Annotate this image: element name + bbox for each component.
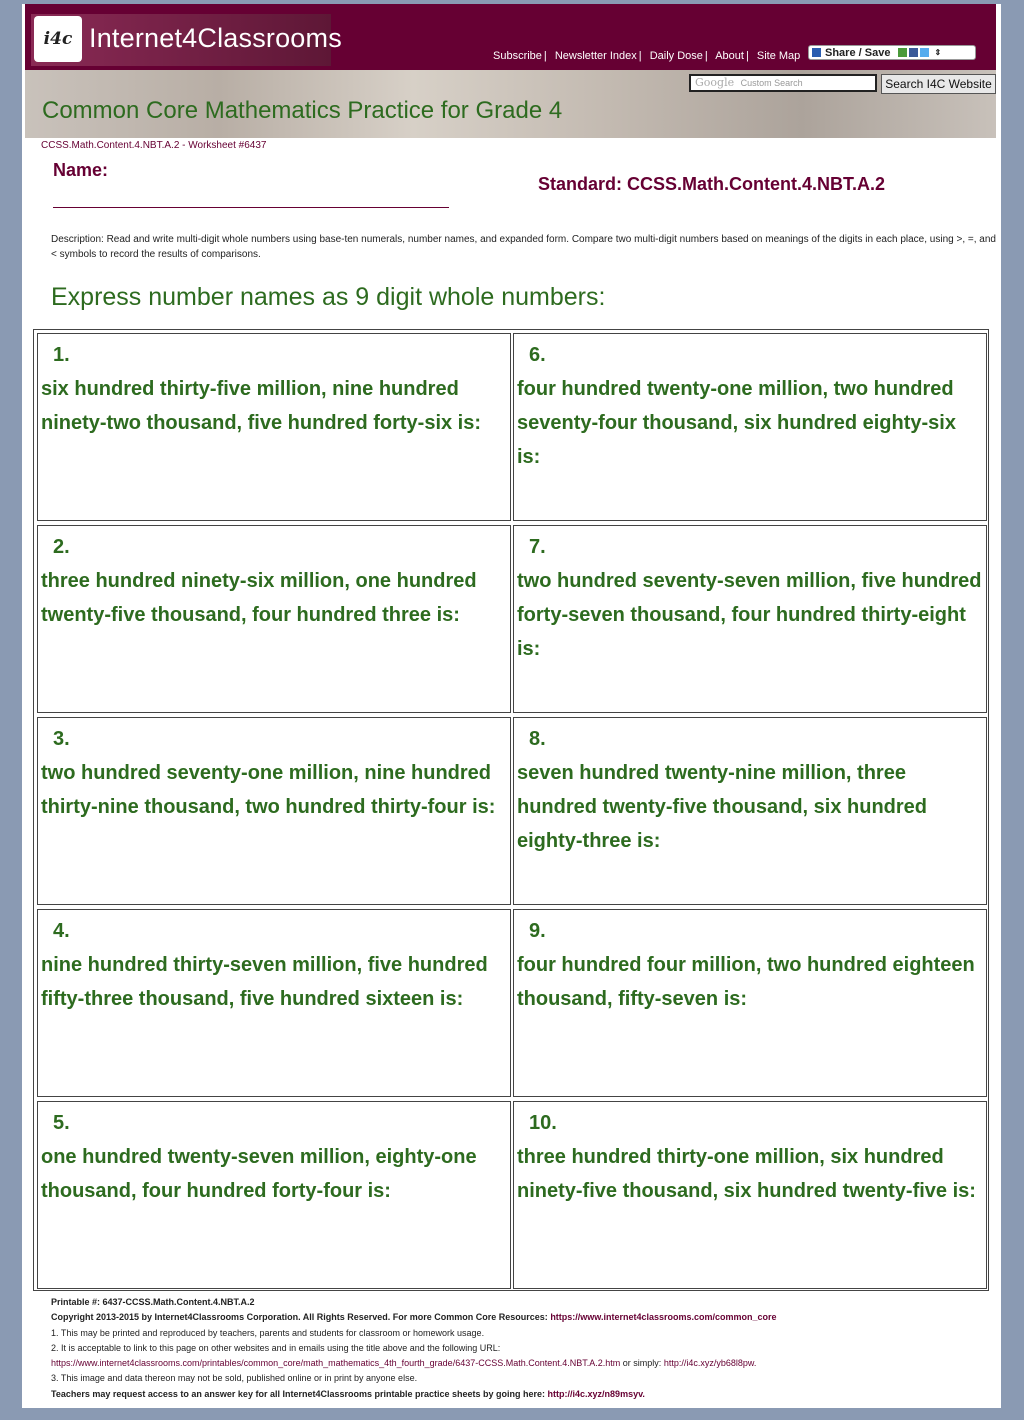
problem-cell <box>513 717 987 905</box>
twitter-icon <box>920 48 929 57</box>
refresh-icon <box>898 48 907 57</box>
problem-number: 3. <box>53 728 70 750</box>
facebook-icon <box>909 48 918 57</box>
problem-number: 10. <box>529 1112 557 1134</box>
problem-number: 8. <box>529 728 546 750</box>
usage-rule-1: 1. This may be printed and reproduced by teachers, parents and students for classroom or homework usage. <box>51 1327 485 1338</box>
worksheet-url-link[interactable]: https://www.internet4classrooms.com/printables/common_core/math_mathematics_4th_fourth_grade/6437-CCSS.Math.Content.4.NBT.A.2.htm <box>51 1358 621 1369</box>
common-core-link[interactable]: https://www.internet4classrooms.com/common_core <box>550 1312 777 1323</box>
site-header <box>25 4 996 70</box>
problem-number: 5. <box>53 1112 70 1134</box>
problem-cell <box>37 333 511 521</box>
short-url-link[interactable]: http://i4c.xyz/yb68l8pw. <box>663 1358 757 1369</box>
problem-text: two hundred seventy-one million, nine hundred thirty-nine thousand, two hundred thirty-four is: <box>41 762 496 818</box>
nav-link-newsletter-index[interactable]: Newsletter Index <box>554 50 637 62</box>
nav-link-daily-dose[interactable]: Daily Dose <box>649 50 703 62</box>
header-banner <box>25 70 996 138</box>
problem-number: 9. <box>529 920 546 942</box>
problem-cell <box>37 909 511 1097</box>
chevron-updown-icon: ⇕ <box>934 48 942 57</box>
problem-text: six hundred thirty-five million, nine hundred ninety-two thousand, five hundred forty-six is: <box>41 378 482 434</box>
problem-number: 4. <box>53 920 70 942</box>
problem-cell <box>513 1101 987 1289</box>
problem-cell <box>513 333 987 521</box>
problem-number: 7. <box>529 536 546 558</box>
usage-rule-3: 3. This image and data thereon may not be sold, published online or in print by anyone else. <box>51 1373 418 1384</box>
problem-text: two hundred seventy-seven million, five hundred forty-seven thousand, four hundred thirty-eight is: <box>517 570 982 660</box>
problem-number: 6. <box>529 344 546 366</box>
answer-key-text: Teachers may request access to an answer key for all Internet4Classrooms printable practice sheets by going here: <box>51 1388 546 1399</box>
problem-text: nine hundred thirty-seven million, five hundred fifty-three thousand, five hundred sixteen is: <box>41 954 488 1010</box>
search-button[interactable]: Search I4C Website <box>881 74 996 94</box>
name-label: Name: <box>53 160 109 180</box>
problem-number: 2. <box>53 536 70 558</box>
problem-cell <box>513 525 987 713</box>
i4c-logo-icon: i4c <box>34 16 82 62</box>
usage-rule-2: 2. It is acceptable to link to this page on other websites and in emails using the title above and the following URL: <box>51 1342 501 1353</box>
copyright: Copyright 2013-2015 by Internet4Classrooms Corporation. All Rights Reserved. For more Common Core Resources: <box>51 1312 548 1323</box>
name-line <box>53 207 449 208</box>
problem-cell <box>37 717 511 905</box>
top-nav: Subscribe | Newsletter Index | Daily Dose | About | Site Map <box>493 50 801 62</box>
problem-grid <box>33 329 989 1291</box>
site-logo[interactable] <box>31 14 342 66</box>
problem-cell <box>37 1101 511 1289</box>
share-icon <box>812 48 821 57</box>
search-input[interactable]: Google Custom Search <box>689 74 877 92</box>
answer-key-link[interactable]: http://i4c.xyz/n89msyv. <box>547 1388 645 1399</box>
problem-text: one hundred twenty-seven million, eighty-one thousand, four hundred forty-four is: <box>41 1146 477 1202</box>
logo-text: Internet4Classrooms <box>89 23 342 53</box>
problem-text: seven hundred twenty-nine million, three hundred twenty-five thousand, six hundred eighty-three is: <box>517 762 928 852</box>
worksheet-page <box>22 4 1001 1408</box>
problem-text: four hundred four million, two hundred eighteen thousand, fifty-seven is: <box>517 954 975 1010</box>
page-title: Common Core Mathematics Practice for Grade 4 <box>42 97 563 124</box>
share-save-button[interactable]: Share / Save ⇕ <box>808 45 976 60</box>
google-logo: Google <box>695 76 735 89</box>
problem-text: three hundred ninety-six million, one hundred twenty-five thousand, four hundred three is: <box>41 570 477 626</box>
problem-number: 1. <box>53 344 70 366</box>
nav-link-subscribe[interactable]: Subscribe <box>493 50 542 62</box>
or-simply-text: or simply: <box>622 1358 662 1369</box>
printable-number: Printable #: 6437-CCSS.Math.Content.4.NBT.A.2 <box>51 1297 255 1307</box>
breadcrumb: CCSS.Math.Content.4.NBT.A.2 - Worksheet #6437 <box>41 140 267 151</box>
problem-text: four hundred twenty-one million, two hundred seventy-four thousand, six hundred eighty-six is: <box>517 378 956 468</box>
instruction: Express number names as 9 digit whole numbers: <box>51 283 606 311</box>
standard-label: Standard: CCSS.Math.Content.4.NBT.A.2 <box>538 174 886 194</box>
problem-cell <box>513 909 987 1097</box>
problem-text: three hundred thirty-one million, six hundred ninety-five thousand, six hundred twenty-five is: <box>517 1146 976 1202</box>
description: Description: Read and write multi-digit whole numbers using base-ten numerals, number names, and expanded form. Compare two multi-digit numbers based on meanings of the digits in each place, using >, =, and < symbols to record the results of comparisons. <box>51 234 996 260</box>
problem-cell <box>37 525 511 713</box>
footer <box>51 1295 996 1402</box>
nav-link-about[interactable]: About <box>715 50 744 62</box>
nav-link-site-map[interactable]: Site Map <box>756 50 801 62</box>
